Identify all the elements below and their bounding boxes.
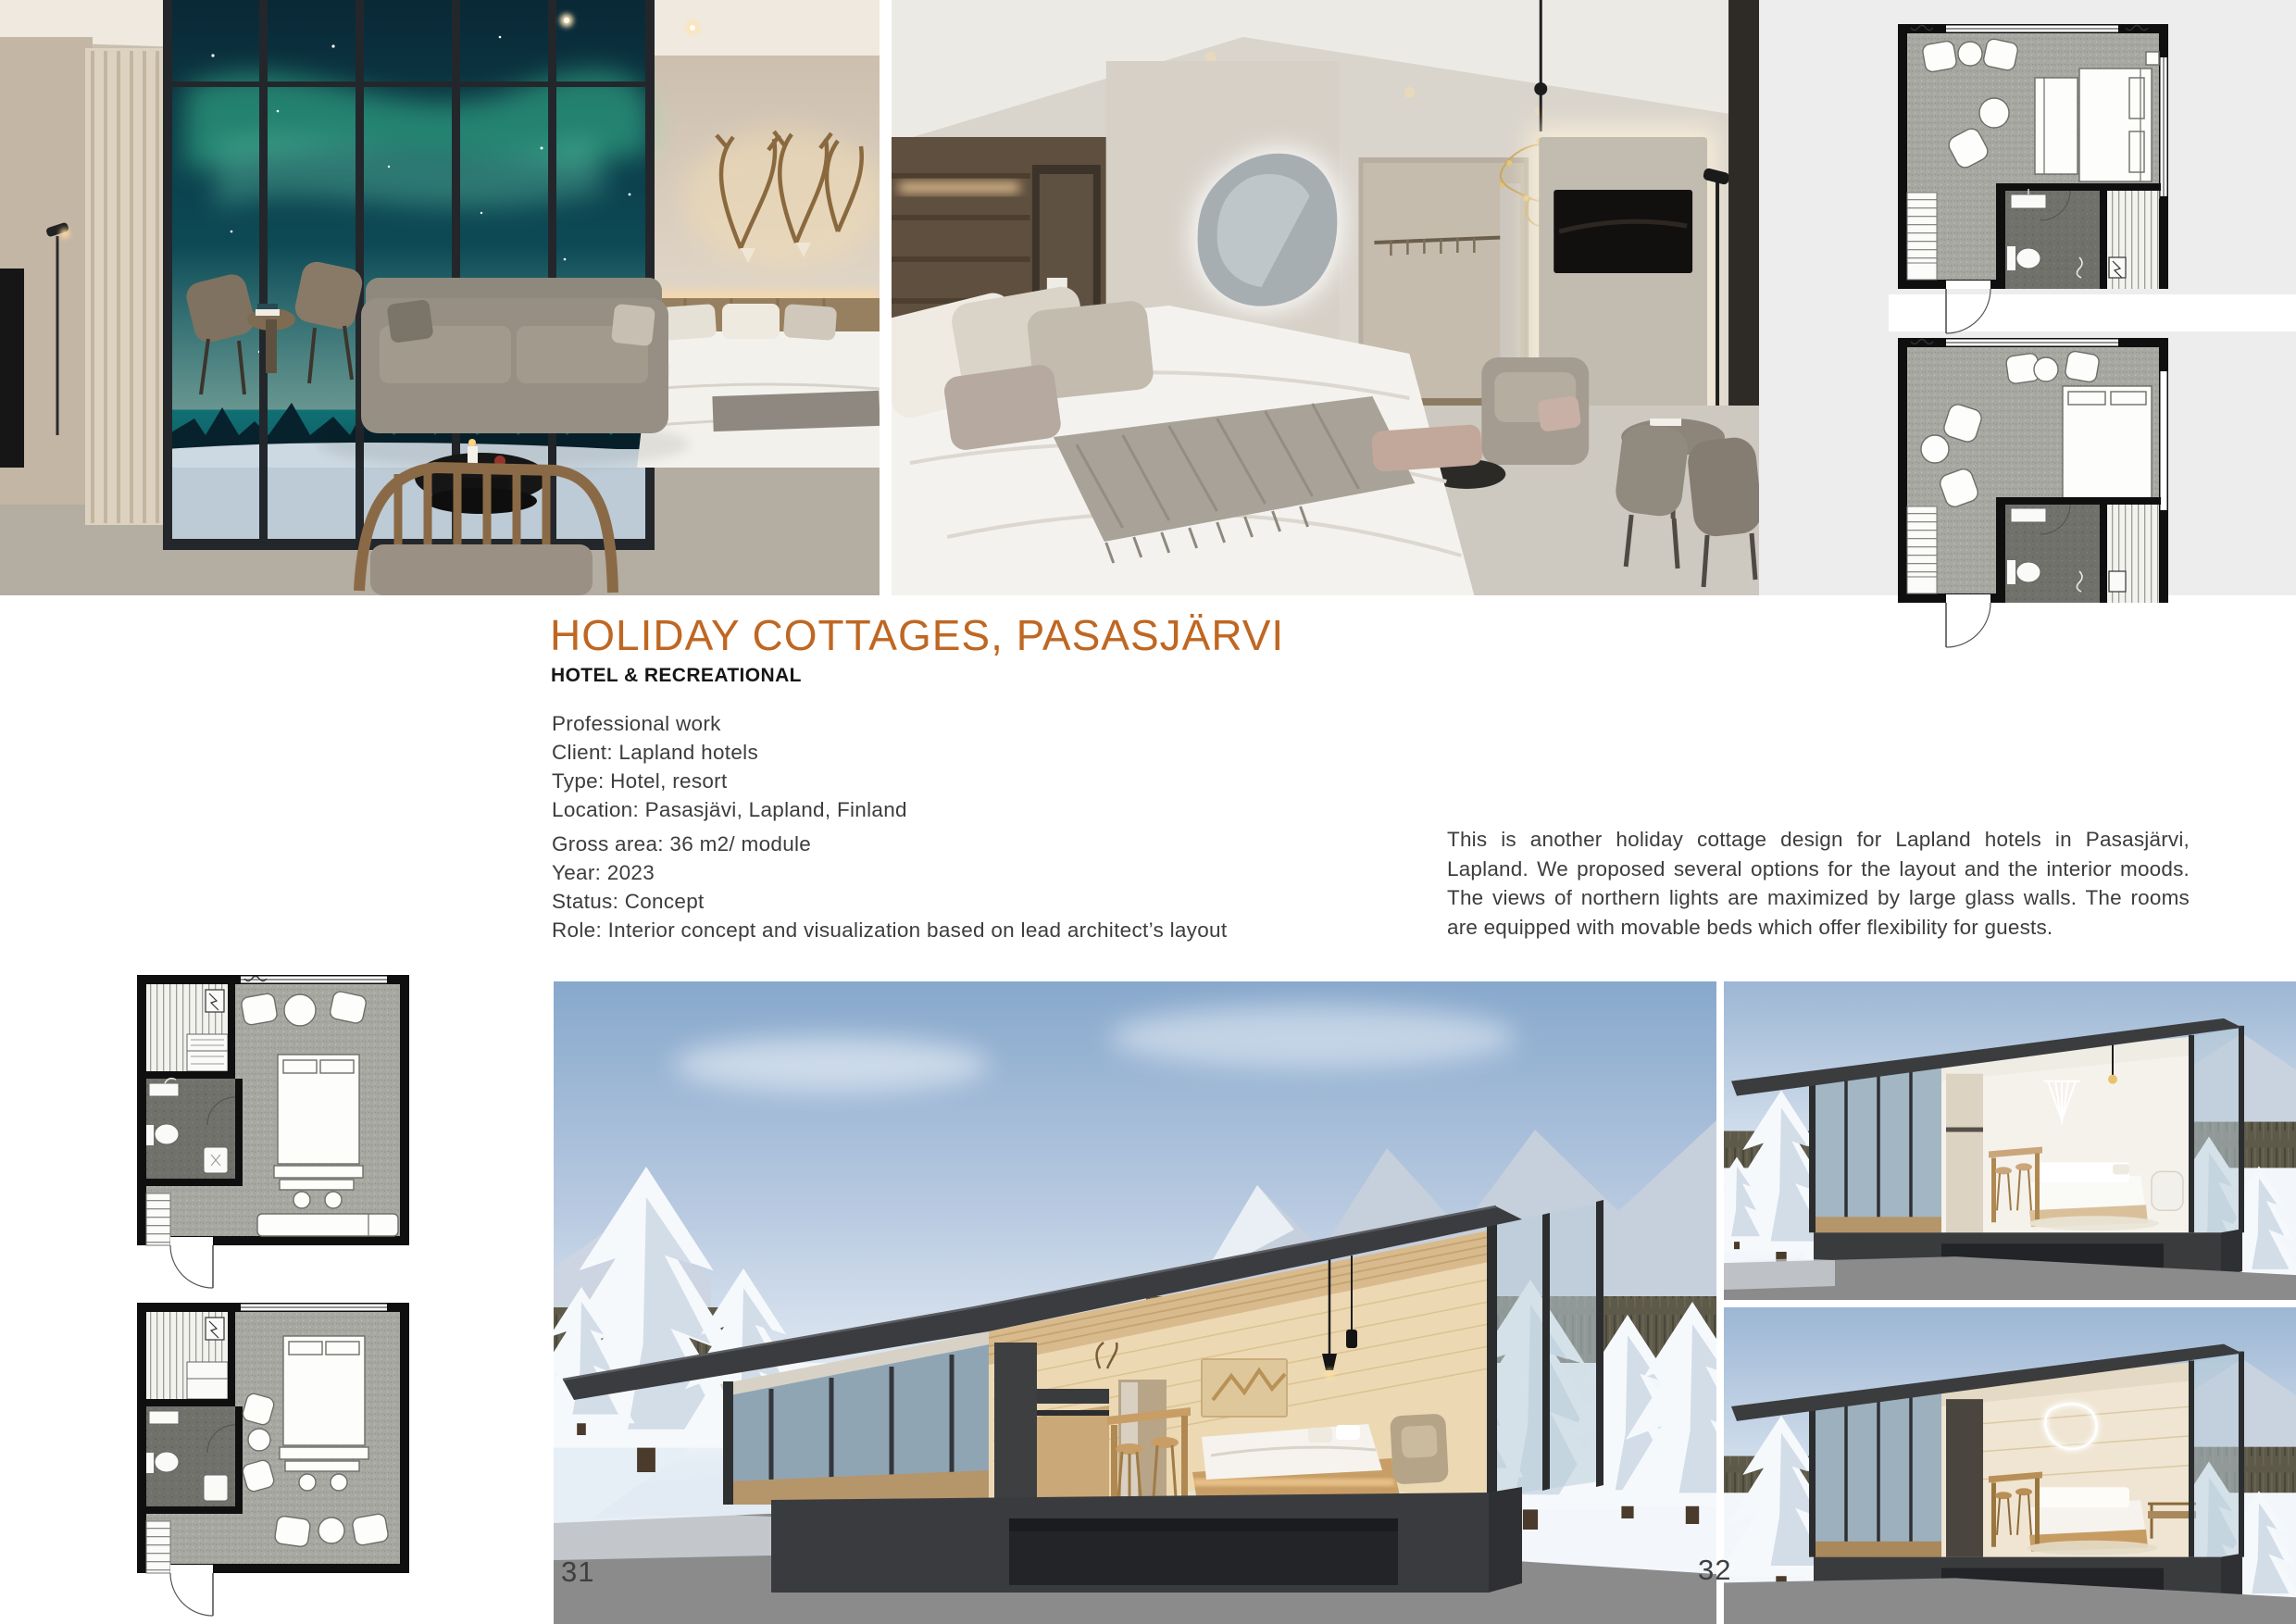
photo-interior-aurora-room	[0, 0, 880, 595]
project-details	[552, 709, 1227, 944]
cottage-light-variant-illustration	[1724, 981, 2296, 1300]
photo-exterior-section-main	[554, 981, 1716, 1624]
cottage-warm-variant-illustration	[1724, 1307, 2296, 1624]
floorplan-panel-top	[1759, 0, 2296, 595]
sofa	[361, 278, 668, 433]
detail-line: Gross area: 36 m2/ module	[552, 832, 812, 856]
detail-line: Year: 2023	[552, 861, 655, 884]
foundation	[771, 1487, 1522, 1593]
page-number-left: 31	[561, 1555, 595, 1588]
cottage-section-illustration	[554, 981, 1716, 1624]
detail-line: Type: Hotel, resort	[552, 769, 728, 793]
floorplan-option-3	[137, 975, 409, 1290]
tv-screen	[1554, 190, 1692, 273]
page-number-right: 32	[1698, 1554, 1732, 1586]
curtain	[85, 48, 168, 525]
detail-line: Location: Pasasjävi, Lapland, Finland	[552, 798, 907, 821]
floorplan-option-2	[1898, 338, 2168, 649]
project-details-specs	[552, 830, 1227, 944]
mirror-room-illustration	[892, 0, 1759, 595]
detail-line: Professional work	[552, 712, 721, 735]
detail-line: Status: Concept	[552, 890, 705, 913]
tv-screen	[0, 269, 24, 468]
aurora-room-illustration	[0, 0, 880, 595]
armchair	[1481, 357, 1589, 465]
detail-line: Role: Interior concept and visualization based on lead architect’s layout	[552, 918, 1228, 942]
photo-exterior-section-light	[1724, 981, 2296, 1300]
project-details-general	[552, 709, 1227, 824]
photo-interior-mirror-room	[892, 0, 1759, 595]
photo-exterior-section-warm	[1724, 1307, 2296, 1624]
detail-line: Client: Lapland hotels	[552, 741, 758, 764]
floorplan-option-1	[1898, 24, 2168, 335]
project-header	[550, 611, 1284, 687]
kitchen-unit	[994, 1343, 1037, 1502]
project-description: This is another holiday cottage design for Lapland hotels in Pasasjärvi, Lapland. We proposed several options for the layout and the interior moods. The views of northern lights are maximized by large glass walls. The rooms are equipped with movable beds which offer flexibility for guests.	[1447, 828, 2190, 939]
armchair	[2152, 1171, 2183, 1210]
project-title: HOLIDAY COTTAGES, PASASJÄRVI	[550, 611, 1285, 659]
kitchen-unit	[1946, 1399, 1983, 1557]
floorplan-option-4	[137, 1303, 409, 1618]
project-category: HOTEL & RECREATIONAL	[551, 664, 802, 686]
